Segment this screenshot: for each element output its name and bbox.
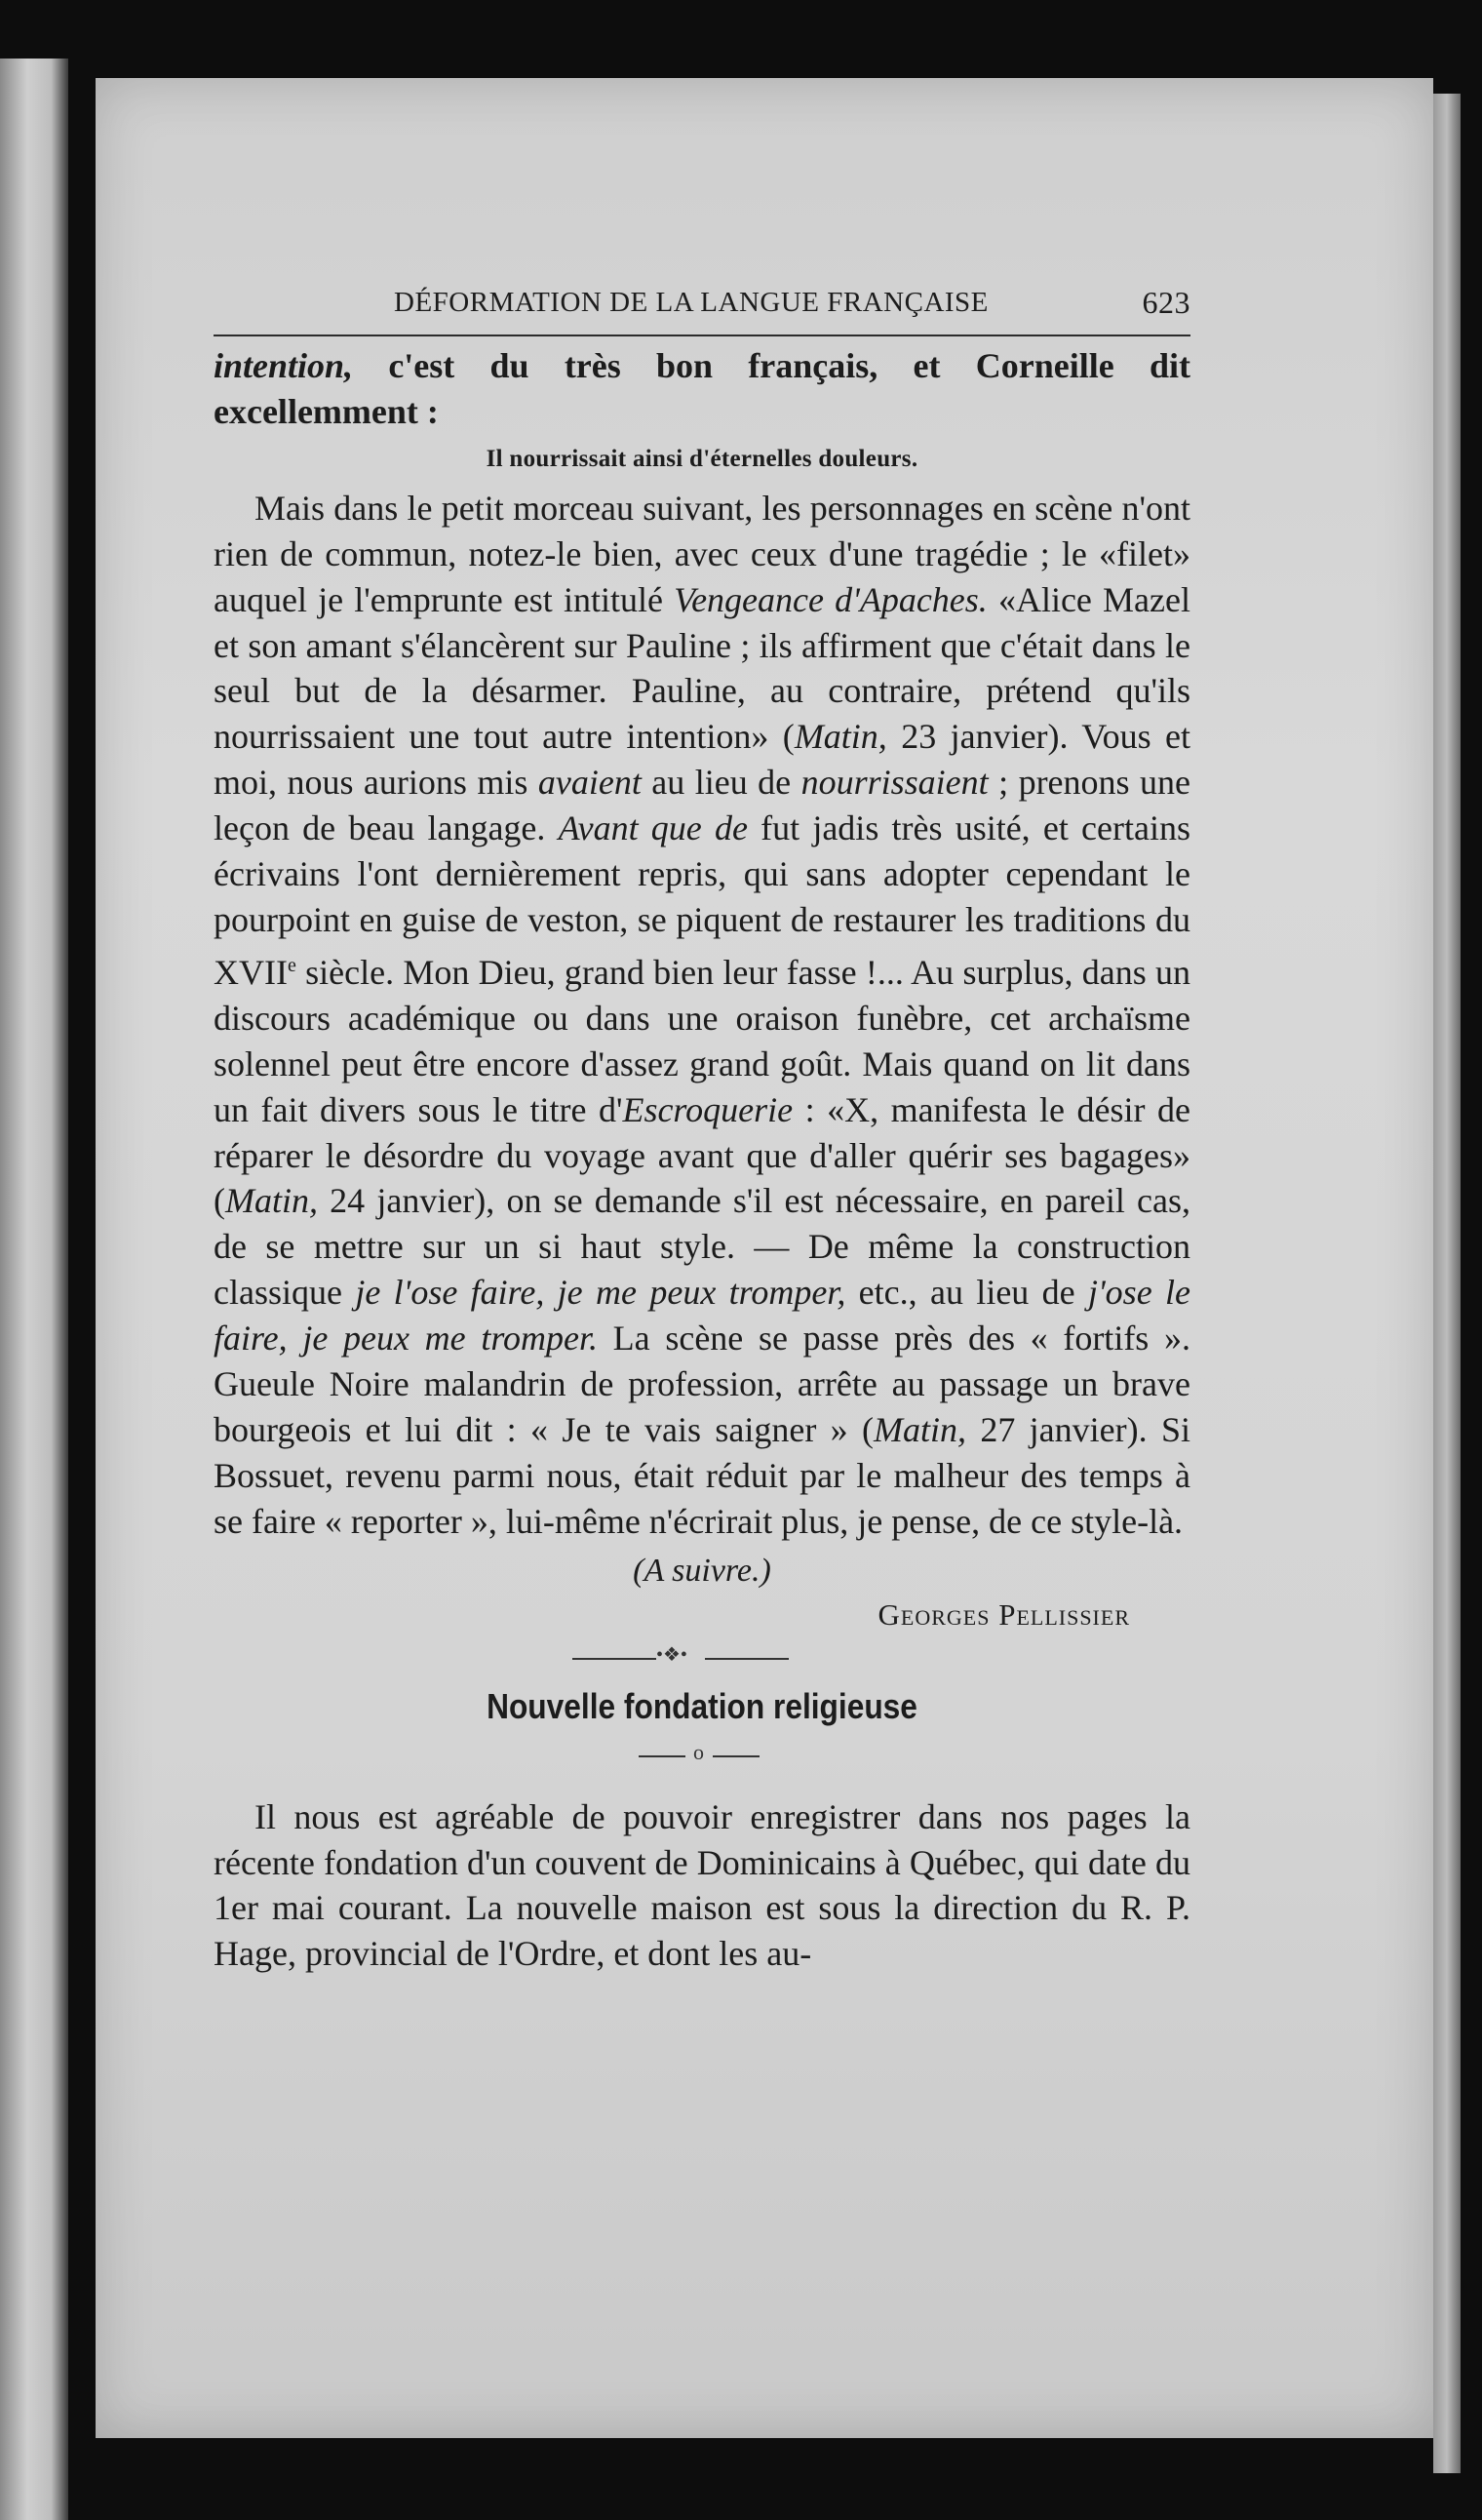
century-superscript: e: [287, 954, 296, 976]
italic-word: intention,: [214, 346, 354, 385]
article-body: [214, 343, 1190, 1977]
italic-run: nourrissaient: [800, 763, 989, 803]
text-run: fut jadis très usité, et certains écrivains l'ont dernièrement repris, qui sans adopter cependant le pourpoint en guise de veston, se piquent de restaurer les traditions du: [214, 808, 1190, 939]
ornament-glyph: •❖•: [656, 1643, 687, 1666]
text-run: au lieu de: [641, 763, 801, 803]
title-ornament: [214, 1736, 1190, 1775]
text-run: siècle. Mon Dieu, grand bien leur fasse !... Au surplus, dans un discours académique ou dans une oraison funèbre, cet archaïsme solennel peut être encore d'assez grand goût. Mais quand on lit dans un fait divers sous le titre d': [214, 952, 1190, 1129]
text-run: Mais dans le petit morceau suivant, les personnages en scène n'ont rien de commun, notez-le bien, avec ceux d'une tragédie ; le «filet» auquel je l'emprunte est intitulé: [214, 488, 1190, 619]
paragraph-3: Il nous est agréable de pouvoir enregistrer dans nos pages la récente fondation d'un couvent de Dominicains à Québec, qui date du 1er mai courant. La nouvelle maison est sous la direction du R. P. Hage, provincial de l'Ordre, et dont les au-: [214, 1796, 1190, 1974]
italic-run: Escroquerie: [622, 1089, 794, 1129]
text-run: : «X, manifesta le désir de réparer le désordre du voyage avant que d'aller quérir ses bagages» (: [214, 1089, 1190, 1221]
text-run: c'est du très bon français, et Corneille dit excellemment :: [214, 346, 1190, 431]
page-number: 623: [1142, 285, 1190, 320]
italic-run: j'ose le faire, je peux me tromper.: [214, 1273, 1191, 1358]
text-run: 24 janvier), on se demande s'il est nécessaire, en pareil cas, de se mettre sur un si haut style. — De même la construction classique: [214, 1181, 1190, 1313]
italic-run: Vengeance d'Apaches.: [674, 579, 988, 619]
paragraph-1: [214, 343, 1190, 435]
running-head: [214, 283, 1190, 322]
text-run: La scène se passe près des « fortifs ». Gueule Noire malandrin de profession, arrête au passage un brave bourgeois et lui dit : « Je te vais saigner » (: [214, 1319, 1190, 1449]
running-head-title: DÉFORMATION DE LA LANGUE FRANÇAISE: [394, 287, 989, 318]
text-run: 23 janvier). Vous et moi, nous aurions mis: [214, 717, 1190, 803]
century-numeral: XVII: [214, 952, 288, 992]
ornament-line-left: [572, 1658, 656, 1660]
italic-run: Matin,: [794, 717, 887, 757]
italic-run: Avant que de: [558, 808, 748, 848]
italic-run: je l'ose faire, je me peux tromper,: [355, 1273, 846, 1313]
ornament-line-left: [639, 1755, 685, 1757]
text-run: «Alice Mazel et son amant s'élancèrent sur Pauline ; ils affirment que c'était dans le seul but de la désarmer. Pauline, au contraire, prétend qu'ils nourrissaient une tout autre intention» (: [214, 579, 1190, 757]
author-signature: Georges Pellissier: [878, 1596, 1130, 1632]
italic-run: Matin,: [874, 1409, 966, 1449]
italic-run: Matin,: [225, 1181, 318, 1221]
ornament-line-right: [705, 1658, 789, 1660]
text-run: ; prenons une leçon de beau langage.: [214, 763, 1190, 848]
section-ornament: [214, 1636, 1190, 1675]
text-run: 27 janvier). Si Bossuet, revenu parmi nous, était réduit par le malheur des temps à se faire « reporter », lui-même n'écrirait plus, je pense, de ce style-là.: [214, 1409, 1190, 1541]
section-title: Nouvelle fondation religieuse: [487, 1685, 917, 1726]
ornament-line-right: [713, 1755, 760, 1757]
ornament-circle: o: [693, 1739, 704, 1764]
paragraph-2: [214, 486, 1190, 1545]
header-rule: [214, 335, 1190, 336]
page-binding-edge: [1433, 94, 1461, 2473]
quoted-verse: Il nourrissait ainsi d'éternelles douleurs.: [486, 445, 918, 472]
adjacent-page-edge: [0, 59, 68, 2520]
to-be-continued: (A suivre.): [633, 1552, 771, 1589]
text-run: etc., au lieu de: [845, 1273, 1088, 1313]
italic-run: avaient: [537, 763, 642, 803]
